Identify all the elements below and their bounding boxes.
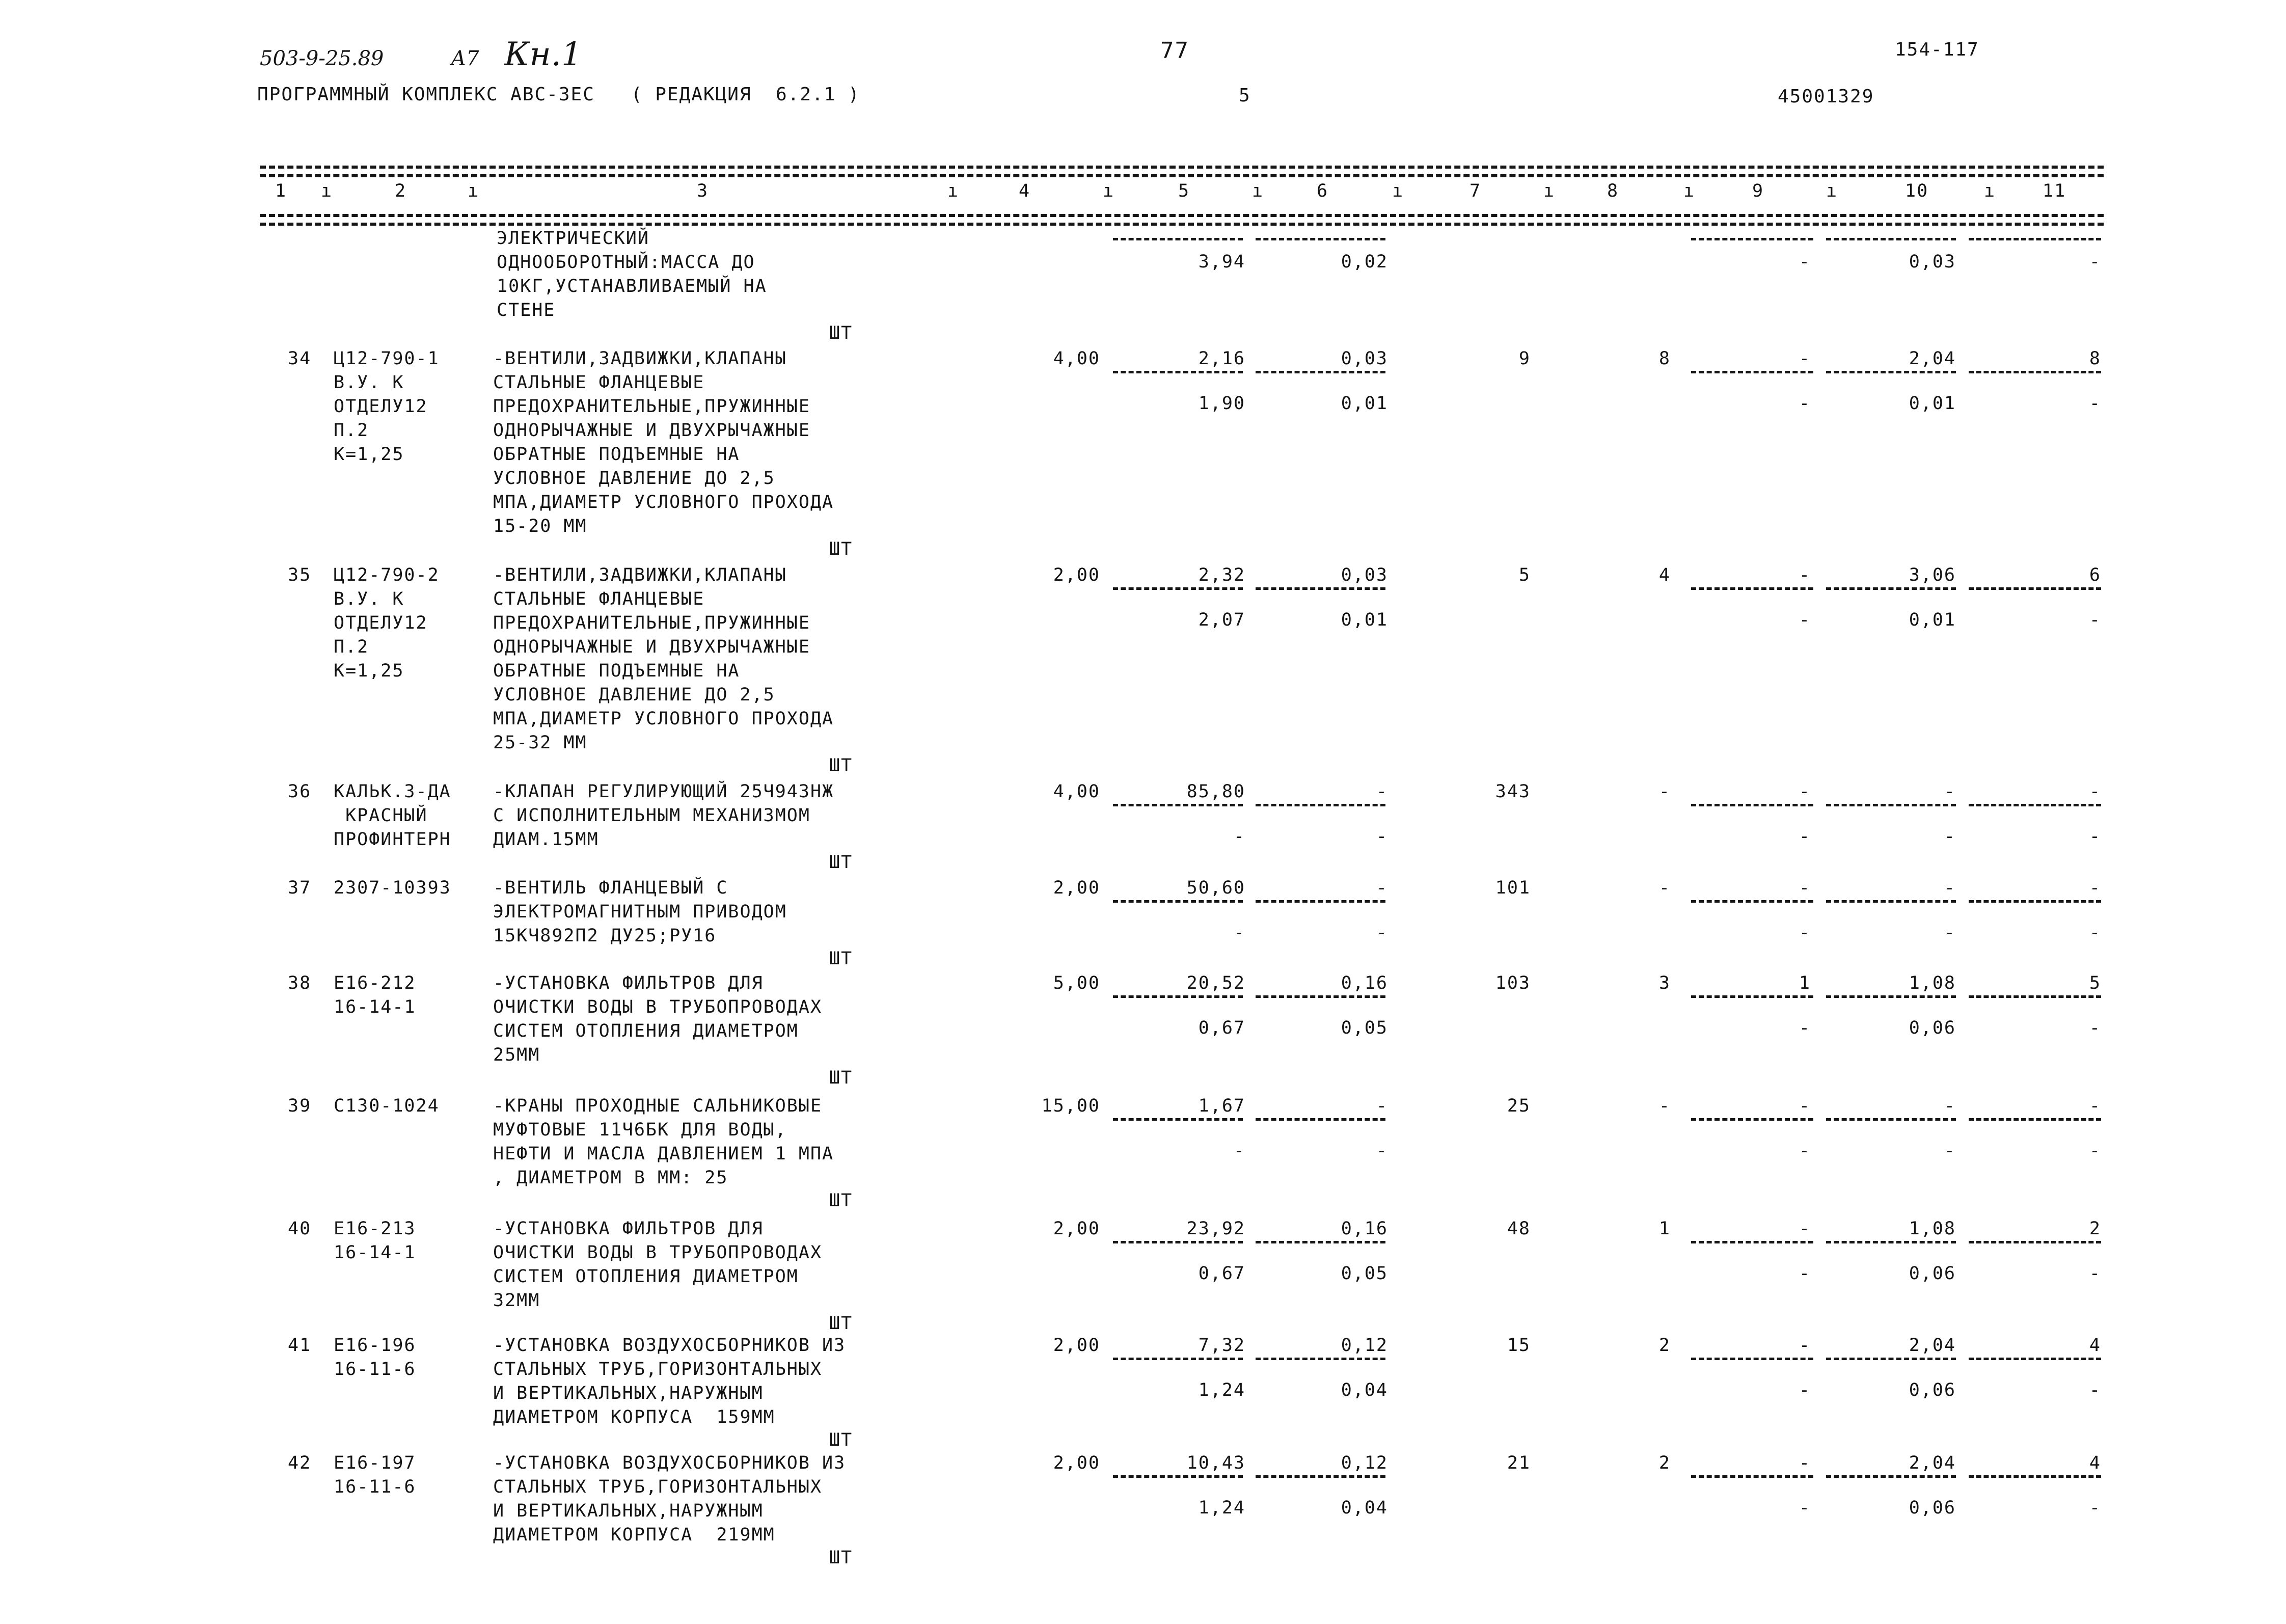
value-col11-a: 4 — [2089, 1335, 2101, 1356]
subtotal-dash-c9 — [1691, 995, 1813, 998]
value-col9-b: - — [1799, 393, 1811, 414]
column-separator: ı — [1984, 181, 1996, 201]
item-description: -УСТАНОВКА ВОЗДУХОСБОРНИКОВ ИЗ СТАЛЬНЫХ ТРУБ,ГОРИЗОНТАЛЬНЫХ И ВЕРТИКАЛЬНЫХ,НАРУЖНЫМ ДИАМЕТРОМ КОРПУСА 159ММ — [493, 1335, 846, 1427]
value-col9-a: - — [1799, 878, 1811, 898]
value-col6-a: 0,12 — [1341, 1453, 1388, 1473]
value-col9-b: - — [1799, 826, 1811, 847]
subtotal-dash-c10 — [1826, 1358, 1956, 1360]
quantity: 5,00 — [1053, 973, 1100, 993]
column-separator: ı — [1392, 181, 1404, 201]
item-unit: ШТ — [829, 949, 853, 969]
item-number: 34 — [288, 348, 312, 369]
column-number-4: 4 — [1019, 181, 1031, 201]
value-col10-b: 0,06 — [1909, 1380, 1956, 1400]
quantity: 2,00 — [1053, 878, 1100, 898]
value-col11-a: 5 — [2089, 973, 2101, 993]
subtotal-dash-c10 — [1826, 371, 1956, 373]
subtotal-dash-c10 — [1826, 900, 1956, 903]
item-unit: ШТ — [829, 1548, 853, 1568]
subtotal-dash-c6 — [1256, 587, 1385, 590]
document-code: 503-9-25.89 — [260, 47, 384, 70]
column-separator: ı — [1103, 181, 1115, 201]
value-col8: - — [1658, 878, 1671, 898]
item-unit: ШТ — [829, 1190, 853, 1211]
subtotal-dash-c11 — [1969, 371, 2101, 373]
item-code: Ц12-790-1 В.У. К ОТДЕЛУ12 П.2 К=1,25 — [334, 348, 440, 465]
item-number: 36 — [288, 781, 312, 802]
value-col10-b: 0,03 — [1909, 252, 1956, 272]
value-col5-b: 3,94 — [1198, 252, 1245, 272]
subtotal-dash-c5 — [1113, 371, 1243, 373]
subtotal-dash-c10 — [1826, 238, 1956, 240]
subtotal-dash-c9 — [1691, 238, 1813, 240]
value-col8: 3 — [1658, 973, 1671, 993]
sheet-number: 5 — [1239, 85, 1251, 106]
value-col7: 25 — [1507, 1096, 1531, 1116]
value-col10-b: - — [1944, 1141, 1956, 1161]
value-col5-b: 0,67 — [1198, 1263, 1245, 1284]
item-unit: ШТ — [829, 755, 853, 776]
column-separator: ı — [1826, 181, 1838, 201]
item-description: -УСТАНОВКА ФИЛЬТРОВ ДЛЯ ОЧИСТКИ ВОДЫ В ТРУБОПРОВОДАХ СИСТЕМ ОТОПЛЕНИЯ ДИАМЕТРОМ 25ММ — [493, 973, 823, 1065]
subtotal-dash-c10 — [1826, 1118, 1956, 1121]
book-number: Кн.1 — [504, 36, 582, 73]
value-col9-b: - — [1799, 1141, 1811, 1161]
subtotal-dash-c10 — [1826, 804, 1956, 806]
header-rule-top — [260, 166, 2104, 169]
item-code: Е16-196 16-11-6 — [334, 1335, 416, 1379]
header-rule-top-2 — [260, 174, 2104, 177]
value-col11-a: 8 — [2089, 348, 2101, 369]
column-number-1: 1 — [275, 181, 287, 201]
value-col5-a: 10,43 — [1186, 1453, 1245, 1473]
subtotal-dash-c11 — [1969, 995, 2101, 998]
value-col10-a: 3,06 — [1909, 565, 1956, 585]
value-col9-a: - — [1799, 1096, 1811, 1116]
value-col11-b: - — [2089, 252, 2101, 272]
quantity: 2,00 — [1053, 1219, 1100, 1239]
value-col5-a: 20,52 — [1186, 973, 1245, 993]
subtotal-dash-c5 — [1113, 900, 1243, 903]
item-unit: ШТ — [829, 323, 853, 343]
value-col7: 101 — [1495, 878, 1531, 898]
subtotal-dash-c5 — [1113, 1358, 1243, 1360]
subtotal-dash-c11 — [1969, 587, 2101, 590]
subtotal-dash-c9 — [1691, 1475, 1813, 1478]
item-description: -ВЕНТИЛИ,ЗАДВИЖКИ,КЛАПАНЫ СТАЛЬНЫЕ ФЛАНЦЕВЫЕ ПРЕДОХРАНИТЕЛЬНЫЕ,ПРУЖИННЫЕ ОДНОРЫЧАЖНЫЕ И ДВУХРЫЧАЖНЫЕ ОБРАТНЫЕ ПОДЪЕМНЫЕ НА УСЛОВНОЕ ДАВЛЕНИЕ ДО 2,5 МПА,ДИАМЕТР УСЛОВНОГО ПРОХОДА 15-20 ММ — [493, 348, 834, 536]
item-description: -УСТАНОВКА ФИЛЬТРОВ ДЛЯ ОЧИСТКИ ВОДЫ В ТРУБОПРОВОДАХ СИСТЕМ ОТОПЛЕНИЯ ДИАМЕТРОМ 32ММ — [493, 1219, 823, 1311]
value-col6-b: - — [1376, 923, 1388, 943]
value-col10-a: - — [1944, 781, 1956, 802]
column-separator: ı — [1252, 181, 1264, 201]
value-col6-b: 0,04 — [1341, 1498, 1388, 1518]
value-col5-a: 85,80 — [1186, 781, 1245, 802]
value-col11-b: - — [2089, 1141, 2101, 1161]
value-col5-b: 1,24 — [1198, 1380, 1245, 1400]
value-col11-b: - — [2089, 826, 2101, 847]
value-col7: 103 — [1495, 973, 1531, 993]
value-col11-b: - — [2089, 1263, 2101, 1284]
value-col5-b: 1,90 — [1198, 393, 1245, 414]
value-col11-a: - — [2089, 878, 2101, 898]
value-col6-b: 0,04 — [1341, 1380, 1388, 1400]
subtotal-dash-c11 — [1969, 1241, 2101, 1243]
value-col5-a: 1,67 — [1198, 1096, 1245, 1116]
value-col11-b: - — [2089, 1498, 2101, 1518]
header-rule-bottom — [260, 214, 2104, 217]
item-unit: ШТ — [829, 1430, 853, 1450]
item-code: С130-1024 — [334, 1096, 440, 1116]
value-col9-b: - — [1799, 1018, 1811, 1038]
item-number: 37 — [288, 878, 312, 898]
value-col5-b: 1,24 — [1198, 1498, 1245, 1518]
value-col9-b: - — [1799, 1380, 1811, 1400]
quantity: 2,00 — [1053, 565, 1100, 585]
value-col9-a: - — [1799, 1219, 1811, 1239]
value-col5-b: - — [1233, 923, 1245, 943]
subtotal-dash-c11 — [1969, 1358, 2101, 1360]
item-unit: ШТ — [829, 1313, 853, 1334]
header-rule-bottom-2 — [260, 223, 2104, 226]
value-col11-a: 4 — [2089, 1453, 2101, 1473]
item-description: -ВЕНТИЛЬ ФЛАНЦЕВЫЙ С ЭЛЕКТРОМАГНИТНЫМ ПРИВОДОМ 15КЧ892П2 ДУ25;РУ16 — [493, 878, 787, 946]
value-col6-a: - — [1376, 1096, 1388, 1116]
subtotal-dash-c9 — [1691, 1358, 1813, 1360]
column-number-11: 11 — [2043, 181, 2066, 201]
item-code: 2307-10393 — [334, 878, 451, 898]
value-col10-b: 0,01 — [1909, 610, 1956, 630]
document-id: 45001329 — [1778, 86, 1874, 107]
quantity: 15,00 — [1041, 1096, 1100, 1116]
subtotal-dash-c6 — [1256, 1241, 1385, 1243]
value-col9-b: - — [1799, 610, 1811, 630]
value-col11-a: 2 — [2089, 1219, 2101, 1239]
subtotal-dash-c10 — [1826, 1475, 1956, 1478]
subtotal-dash-c6 — [1256, 238, 1385, 240]
column-separator: ı — [468, 181, 480, 201]
value-col9-a: - — [1799, 1335, 1811, 1356]
program-line: ПРОГРАММНЫЙ КОМПЛЕКС АВС-3ЕС ( РЕДАКЦИЯ 6.2.1 ) — [257, 84, 860, 105]
column-number-2: 2 — [395, 181, 407, 201]
sheet-code: 154-117 — [1895, 39, 1979, 60]
item-number: 40 — [288, 1219, 312, 1239]
value-col11-a: 6 — [2089, 565, 2101, 585]
value-col9-a: 1 — [1799, 973, 1811, 993]
page-number: 77 — [1160, 38, 1189, 64]
value-col5-a: 50,60 — [1186, 878, 1245, 898]
subtotal-dash-c9 — [1691, 587, 1813, 590]
value-col5-a: 2,16 — [1198, 348, 1245, 369]
column-separator: ı — [947, 181, 960, 201]
value-col9-a: - — [1799, 781, 1811, 802]
item-unit: ШТ — [829, 1068, 853, 1088]
value-col11-a: - — [2089, 1096, 2101, 1116]
value-col11-b: - — [2089, 1018, 2101, 1038]
value-col8: 4 — [1658, 565, 1671, 585]
value-col6-a: 0,03 — [1341, 565, 1388, 585]
quantity: 4,00 — [1053, 348, 1100, 369]
item-description: -КРАНЫ ПРОХОДНЫЕ САЛЬНИКОВЫЕ МУФТОВЫЕ 11Ч6БК ДЛЯ ВОДЫ, НЕФТИ И МАСЛА ДАВЛЕНИЕМ 1 МПА , ДИАМЕТРОМ В ММ: 25 — [493, 1096, 834, 1188]
value-col11-b: - — [2089, 610, 2101, 630]
item-code: Е16-212 16-14-1 — [334, 973, 416, 1017]
subtotal-dash-c11 — [1969, 804, 2101, 806]
subtotal-dash-c5 — [1113, 995, 1243, 998]
value-col6-a: 0,16 — [1341, 1219, 1388, 1239]
subtotal-dash-c5 — [1113, 1118, 1243, 1121]
value-col7: 15 — [1507, 1335, 1531, 1356]
item-description: -УСТАНОВКА ВОЗДУХОСБОРНИКОВ ИЗ СТАЛЬНЫХ ТРУБ,ГОРИЗОНТАЛЬНЫХ И ВЕРТИКАЛЬНЫХ,НАРУЖНЫМ ДИАМЕТРОМ КОРПУСА 219ММ — [493, 1453, 846, 1545]
value-col10-a: - — [1944, 878, 1956, 898]
subtotal-dash-c10 — [1826, 995, 1956, 998]
value-col6-a: 0,12 — [1341, 1335, 1388, 1356]
column-number-3: 3 — [697, 181, 709, 201]
value-col7: 5 — [1518, 565, 1531, 585]
subtotal-dash-c6 — [1256, 1475, 1385, 1478]
subtotal-dash-c10 — [1826, 1241, 1956, 1243]
value-col6-b: 0,05 — [1341, 1263, 1388, 1284]
value-col5-b: 2,07 — [1198, 610, 1245, 630]
value-col8: 1 — [1658, 1219, 1671, 1239]
item-unit: ШТ — [829, 852, 853, 873]
quantity: 2,00 — [1053, 1453, 1100, 1473]
item-code: КАЛЬК.3-ДА КРАСНЫЙ ПРОФИНТЕРН — [334, 781, 451, 850]
quantity: 4,00 — [1053, 781, 1100, 802]
subtotal-dash-c11 — [1969, 900, 2101, 903]
value-col5-a: 7,32 — [1198, 1335, 1245, 1356]
value-col6-b: 0,02 — [1341, 252, 1388, 272]
value-col11-b: - — [2089, 393, 2101, 414]
subtotal-dash-c6 — [1256, 1118, 1385, 1121]
value-col9-a: - — [1799, 348, 1811, 369]
item-description: -ВЕНТИЛИ,ЗАДВИЖКИ,КЛАПАНЫ СТАЛЬНЫЕ ФЛАНЦЕВЫЕ ПРЕДОХРАНИТЕЛЬНЫЕ,ПРУЖИННЫЕ ОДНОРЫЧАЖНЫЕ И ДВУХРЫЧАЖНЫЕ ОБРАТНЫЕ ПОДЪЕМНЫЕ НА УСЛОВНОЕ ДАВЛЕНИЕ ДО 2,5 МПА,ДИАМЕТР УСЛОВНОГО ПРОХОДА 25-32 ММ — [493, 565, 834, 753]
value-col9-b: - — [1799, 1498, 1811, 1518]
item-number: 35 — [288, 565, 312, 585]
value-col5-a: 23,92 — [1186, 1219, 1245, 1239]
value-col6-b: 0,01 — [1341, 610, 1388, 630]
value-col8: - — [1658, 1096, 1671, 1116]
value-col7: 48 — [1507, 1219, 1531, 1239]
value-col10-a: 1,08 — [1909, 973, 1956, 993]
value-col7: 21 — [1507, 1453, 1531, 1473]
item-code: Е16-197 16-11-6 — [334, 1453, 416, 1497]
value-col8: 8 — [1658, 348, 1671, 369]
value-col6-a: 0,16 — [1341, 973, 1388, 993]
value-col9-a: - — [1799, 1453, 1811, 1473]
value-col11-b: - — [2089, 923, 2101, 943]
subtotal-dash-c10 — [1826, 587, 1956, 590]
value-col8: - — [1658, 781, 1671, 802]
subtotal-dash-c11 — [1969, 1118, 2101, 1121]
item-number: 38 — [288, 973, 312, 993]
subtotal-dash-c9 — [1691, 1241, 1813, 1243]
column-number-5: 5 — [1178, 181, 1190, 201]
value-col11-b: - — [2089, 1380, 2101, 1400]
item-number: 39 — [288, 1096, 312, 1116]
value-col10-a: 2,04 — [1909, 1335, 1956, 1356]
subtotal-dash-c9 — [1691, 804, 1813, 806]
subtotal-dash-c5 — [1113, 804, 1243, 806]
value-col6-a: 0,03 — [1341, 348, 1388, 369]
value-col6-a: - — [1376, 878, 1388, 898]
value-col6-a: - — [1376, 781, 1388, 802]
subtotal-dash-c6 — [1256, 804, 1385, 806]
column-number-7: 7 — [1469, 181, 1482, 201]
value-col10-a: 2,04 — [1909, 1453, 1956, 1473]
item-number: 42 — [288, 1453, 312, 1473]
subtotal-dash-c6 — [1256, 371, 1385, 373]
subtotal-dash-c11 — [1969, 238, 2101, 240]
value-col10-b: - — [1944, 826, 1956, 847]
column-separator: ı — [1543, 181, 1556, 201]
subtotal-dash-c6 — [1256, 1358, 1385, 1360]
value-col5-b: - — [1233, 1141, 1245, 1161]
value-col5-a: 2,32 — [1198, 565, 1245, 585]
column-separator: ı — [321, 181, 333, 201]
value-col10-a: 2,04 — [1909, 348, 1956, 369]
column-separator: ı — [1683, 181, 1696, 201]
subtotal-dash-c5 — [1113, 1241, 1243, 1243]
item-code: Ц12-790-2 В.У. К ОТДЕЛУ12 П.2 К=1,25 — [334, 565, 440, 681]
value-col8: 2 — [1658, 1453, 1671, 1473]
item-description: ЭЛЕКТРИЧЕСКИЙ ОДНООБОРОТНЫЙ:МАССА ДО 10КГ,УСТАНАВЛИВАЕМЫЙ НА СТЕНЕ — [497, 228, 767, 320]
subtotal-dash-c9 — [1691, 371, 1813, 373]
subtotal-dash-c9 — [1691, 900, 1813, 903]
value-col10-b: 0,06 — [1909, 1263, 1956, 1284]
subtotal-dash-c9 — [1691, 1118, 1813, 1121]
album-number: А7 — [451, 47, 479, 70]
subtotal-dash-c5 — [1113, 238, 1243, 240]
value-col7: 9 — [1518, 348, 1531, 369]
value-col6-b: - — [1376, 826, 1388, 847]
value-col11-a: - — [2089, 781, 2101, 802]
value-col9-b: - — [1799, 252, 1811, 272]
value-col9-b: - — [1799, 1263, 1811, 1284]
item-description: -КЛАПАН РЕГУЛИРУЮЩИЙ 25Ч943НЖ С ИСПОЛНИТЕЛЬНЫМ МЕХАНИЗМОМ ДИАМ.15ММ — [493, 781, 834, 850]
value-col5-b: - — [1233, 826, 1245, 847]
subtotal-dash-c11 — [1969, 1475, 2101, 1478]
value-col7: 343 — [1495, 781, 1531, 802]
value-col9-a: - — [1799, 565, 1811, 585]
column-number-8: 8 — [1607, 181, 1619, 201]
value-col10-a: 1,08 — [1909, 1219, 1956, 1239]
value-col9-b: - — [1799, 923, 1811, 943]
value-col10-b: 0,06 — [1909, 1018, 1956, 1038]
value-col10-b: 0,06 — [1909, 1498, 1956, 1518]
column-number-10: 10 — [1905, 181, 1929, 201]
value-col6-b: - — [1376, 1141, 1388, 1161]
value-col5-b: 0,67 — [1198, 1018, 1245, 1038]
value-col10-b: - — [1944, 923, 1956, 943]
column-number-9: 9 — [1752, 181, 1764, 201]
subtotal-dash-c6 — [1256, 900, 1385, 903]
subtotal-dash-c6 — [1256, 995, 1385, 998]
item-code: Е16-213 16-14-1 — [334, 1219, 416, 1263]
subtotal-dash-c5 — [1113, 587, 1243, 590]
subtotal-dash-c5 — [1113, 1475, 1243, 1478]
value-col6-b: 0,05 — [1341, 1018, 1388, 1038]
item-unit: ШТ — [829, 539, 853, 559]
value-col10-b: 0,01 — [1909, 393, 1956, 414]
value-col8: 2 — [1658, 1335, 1671, 1356]
quantity: 2,00 — [1053, 1335, 1100, 1356]
value-col10-a: - — [1944, 1096, 1956, 1116]
column-number-6: 6 — [1317, 181, 1329, 201]
value-col6-b: 0,01 — [1341, 393, 1388, 414]
item-number: 41 — [288, 1335, 312, 1356]
